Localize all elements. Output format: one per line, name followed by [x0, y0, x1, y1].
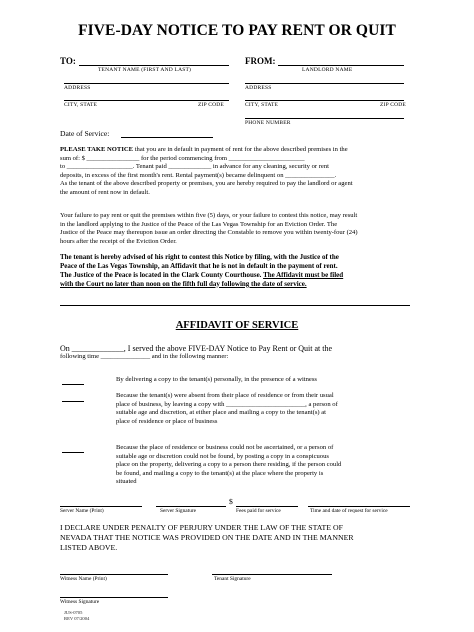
notice-lead-in: PLEASE TAKE NOTICE [60, 146, 134, 153]
tenant-address-field[interactable] [64, 83, 229, 84]
failure-line: Your failure to pay rent or quit the premises within five (5) days, or your failure to contest this notice, may result [60, 212, 358, 219]
notice-paragraph [60, 146, 430, 197]
option-2-checkbox[interactable] [62, 401, 84, 402]
option-line: place of business, by leaving a copy with ________________________, a person of [116, 400, 338, 408]
revision-code: REV 07/2004 [64, 616, 90, 621]
declaration-line: NEVADA THAT THE NOTICE WAS PROVIDED ON THE DATE AND IN THE MANNER [60, 533, 354, 542]
server-signature-field[interactable] [156, 506, 226, 507]
advisory-paragraph [60, 253, 430, 289]
option-line: By delivering a copy to the tenant(s) personally, in the presence of a witness [116, 376, 317, 383]
affidavit-filed-text: The Affidavit must be filed [263, 270, 344, 279]
advisory-line [60, 271, 430, 280]
option-line: Because the place of residence or business could not be ascertained, or a person of [116, 444, 334, 451]
advisory-line: The tenant is hereby advised of his right to contest this Notice by filing, with the Justice of the [60, 253, 339, 261]
document-title: FIVE-DAY NOTICE TO PAY RENT OR QUIT [78, 22, 396, 39]
courthouse-text: The Justice of the Peace is located in the Clark County Courthouse. [60, 270, 262, 279]
option-1-text [116, 376, 317, 385]
notice-line: sum of: $ ________________ for the period commencing from _______________________ [60, 154, 305, 162]
landlord-city-label: CITY, STATE [245, 102, 279, 108]
server-name-field[interactable] [60, 506, 142, 507]
from-label: FROM: [245, 56, 276, 66]
witness-name-label: Witness Name (Print) [60, 576, 107, 582]
option-line: Because the tenant(s) were absent from their place of residence or from their usual [116, 392, 334, 399]
witness-signature-label: Witness Signature [60, 599, 100, 605]
date-of-service-field[interactable] [121, 137, 213, 138]
fees-label: Fees paid for service [236, 508, 281, 514]
failure-line: hours after the receipt of the Eviction Order. [60, 237, 177, 245]
notice-line: deposits, in excess of the first month's rent. Rental payment(s) became delinquent on _______________. [60, 171, 337, 179]
notice-line: PLEASE TAKE NOTICE that you are in default in payment of rent for the above described premises in the [60, 146, 348, 153]
option-3-checkbox[interactable] [62, 452, 84, 453]
option-line: suitable age and discretion, at either place and mailing a copy to the tenant(s) at [116, 409, 327, 417]
tenant-signature-field[interactable] [212, 574, 332, 575]
request-date-label: Time and date of request for service [310, 508, 388, 514]
landlord-phone-field[interactable] [245, 118, 404, 119]
landlord-address-label: ADDRESS [245, 85, 272, 91]
failure-line: in the landlord applying to the Justice of the Peace of the Las Vegas Township for an Eviction Order. The [60, 220, 338, 228]
option-2-text [116, 392, 338, 426]
tenant-address-label: ADDRESS [64, 85, 91, 91]
server-name-label: Server Name (Print) [60, 508, 104, 514]
form-code: JUS-0705 [64, 610, 83, 615]
option-line: place of residence or place of business [116, 417, 218, 425]
tenant-signature-label: Tenant Signature [214, 576, 251, 582]
option-1-checkbox[interactable] [62, 384, 84, 385]
option-3-text [116, 444, 341, 487]
server-signature-label: Server Signature [160, 508, 197, 514]
tenant-city-field[interactable] [64, 100, 229, 101]
tenant-zip-label: ZIP CODE [198, 102, 224, 108]
failure-line: Justice of the Peace may thereupon issue an order directing the Constable to remove you within twenty-four (24) [60, 229, 358, 236]
date-of-service-label: Date of Service: [60, 129, 110, 138]
witness-signature-field[interactable] [60, 597, 168, 598]
option-line: situated [116, 478, 137, 486]
failure-paragraph [60, 212, 430, 246]
notice-line: to ____________________. Tenant paid _____________ in advance for any cleaning, security or rent [60, 163, 329, 170]
declaration-line: LISTED ABOVE. [60, 543, 118, 552]
fees-field[interactable] [236, 506, 298, 507]
tenant-name-field[interactable] [79, 65, 229, 66]
landlord-city-field[interactable] [245, 100, 404, 101]
affidavit-title: AFFIDAVIT OF SERVICE [175, 320, 299, 331]
landlord-address-field[interactable] [245, 83, 404, 84]
tenant-name-label: TENANT NAME (FIRST AND LAST) [98, 67, 192, 73]
notice-line: the amount of rent now in default. [60, 188, 150, 196]
landlord-name-field[interactable] [278, 65, 404, 66]
notice-line: As the tenant of the above described property or premises, you are hereby required to pay the landlord or agent [60, 180, 353, 187]
option-line: place on the property, delivering a copy to a person there residing, if the person could [116, 461, 342, 469]
declaration [60, 523, 354, 553]
request-date-field[interactable] [308, 506, 410, 507]
advisory-line: Peace of the Las Vegas Township, an Affidavit that he is not in default in the payment of rent. [60, 261, 338, 270]
advisory-line: with the Court no later than noon on the fifth full day following the date of service. [60, 279, 307, 288]
declaration-line: I DECLARE UNDER PENALTY OF PERJURY UNDER THE LAW OF THE STATE OF [60, 523, 343, 532]
service-line-2: following time _______________ and in the following manner: [60, 353, 229, 360]
landlord-phone-label: PHONE NUMBER [245, 120, 291, 126]
to-label: TO: [60, 56, 76, 66]
witness-name-field[interactable] [60, 574, 168, 575]
dollar-sign: $ [229, 497, 233, 506]
service-line-1: On _____________, I served the above FIVE-DAY Notice to Pay Rent or Quit at the [60, 344, 333, 353]
tenant-city-label: CITY, STATE [64, 102, 98, 108]
option-line: suitable age or discretion could not be found, by posting a copy in a conspicuous [116, 452, 329, 460]
landlord-name-label: LANDLORD NAME [302, 67, 353, 73]
option-line: be found, and mailing a copy to the tenant(s) at the place where the property is [116, 469, 324, 477]
separator-line [60, 305, 410, 306]
landlord-zip-label: ZIP CODE [380, 102, 406, 108]
